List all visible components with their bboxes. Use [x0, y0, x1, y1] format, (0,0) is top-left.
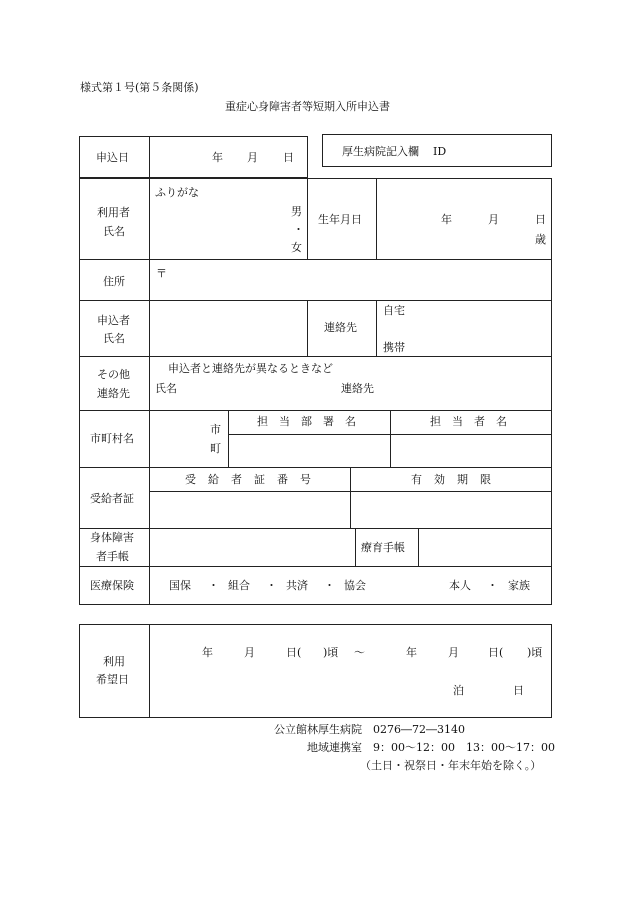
insurance-option-kyokai: 協会 — [344, 579, 366, 592]
divider — [228, 434, 552, 435]
application-day-unit: 日 — [283, 151, 294, 164]
office-hours: 9：00〜12：00 13：00〜17：00 — [373, 741, 555, 754]
start-month-unit: 月 — [244, 646, 255, 659]
rehabilitation-handbook-label: 療育手帳 — [361, 541, 405, 554]
desired-label-line2: 希望日 — [96, 673, 129, 686]
expiry-label: 有効期限 — [411, 473, 503, 486]
furigana-label: ふりがな — [155, 186, 199, 199]
insurance-holder-self: 本人 — [449, 579, 471, 592]
hospital-name: 公立館林厚生病院 — [274, 723, 362, 736]
insurance-option-kyosai: 共済 — [286, 579, 308, 592]
insurance-separator: ・ — [266, 579, 277, 592]
divider — [149, 136, 150, 178]
nights-unit: 泊 — [453, 684, 464, 697]
gender-female: 女 — [291, 241, 302, 254]
end-day-unit: 日( — [488, 646, 504, 659]
divider — [307, 178, 308, 259]
town-unit: 町 — [210, 442, 221, 455]
user-label-line1: 利用者 — [97, 206, 130, 219]
divider — [79, 566, 552, 567]
divider — [149, 491, 552, 492]
birth-year-unit: 年 — [441, 213, 452, 226]
other-contact-name-label: 氏名 — [155, 382, 177, 395]
city-unit: 市 — [210, 423, 221, 436]
insurance-holder-family: 家族 — [508, 579, 530, 592]
hours-note: （土日・祝祭日・年末年始を除く。） — [360, 759, 542, 772]
application-month-unit: 月 — [247, 151, 258, 164]
divider — [355, 528, 356, 566]
insurance-separator: ・ — [324, 579, 335, 592]
divider — [307, 300, 308, 356]
gender-separator: ・ — [293, 223, 304, 236]
divider — [376, 300, 377, 356]
page-title: 重症心身障害者等短期入所申込書 — [225, 100, 390, 113]
other-contact-note: 申込者と連絡先が異なるときなど — [168, 362, 333, 375]
insurance-option-kumiai: 組合 — [228, 579, 250, 592]
divider — [79, 410, 552, 411]
application-date-label: 申込日 — [96, 151, 129, 164]
applicant-contact-label: 連絡先 — [324, 321, 357, 334]
divider — [79, 300, 552, 301]
insurance-separator: ・ — [487, 579, 498, 592]
insurance-separator: ・ — [208, 579, 219, 592]
beneficiary-label: 受給者証 — [90, 492, 134, 505]
other-contact-label-line2: 連絡先 — [97, 387, 130, 400]
birth-date-label: 生年月日 — [318, 213, 362, 226]
home-phone-label: 自宅 — [383, 304, 405, 317]
user-label-line2: 氏名 — [103, 225, 125, 238]
divider — [79, 528, 552, 529]
insurance-label: 医療保険 — [90, 579, 134, 592]
divider — [350, 467, 351, 528]
start-approx: )頃 — [323, 646, 339, 659]
start-day-unit: 日( — [286, 646, 302, 659]
hospital-phone: 0276―72―3140 — [373, 723, 465, 736]
municipality-label: 市町村名 — [90, 432, 134, 445]
end-approx: )頃 — [527, 646, 543, 659]
divider — [79, 467, 552, 468]
department-label: 担当部署名 — [257, 415, 367, 428]
end-year-unit: 年 — [406, 646, 417, 659]
disability-handbook-label-line2: 者手帳 — [96, 550, 129, 563]
divider — [79, 356, 552, 357]
divider — [149, 624, 150, 718]
gender-male: 男 — [291, 205, 302, 218]
birth-month-unit: 月 — [488, 213, 499, 226]
desired-label-line1: 利用 — [103, 655, 125, 668]
range-wave: 〜 — [354, 646, 365, 659]
beneficiary-number-label: 受給者証番号 — [185, 473, 323, 486]
days-unit: 日 — [513, 684, 524, 697]
divider — [390, 410, 391, 467]
mobile-phone-label: 携帯 — [383, 341, 405, 354]
hospital-field-label: 厚生病院記入欄 — [342, 145, 419, 158]
id-label: ID — [433, 145, 447, 158]
start-year-unit: 年 — [202, 646, 213, 659]
birth-day-unit: 日 — [535, 213, 546, 226]
divider — [149, 178, 150, 605]
divider — [79, 259, 552, 260]
other-contact-phone-label: 連絡先 — [341, 382, 374, 395]
insurance-option-kokuho: 国保 — [169, 579, 191, 592]
age-unit: 歳 — [535, 233, 546, 246]
person-in-charge-label: 担当者名 — [430, 415, 518, 428]
divider — [418, 528, 419, 566]
applicant-label-line1: 申込者 — [97, 314, 130, 327]
end-month-unit: 月 — [448, 646, 459, 659]
applicant-label-line2: 氏名 — [103, 332, 125, 345]
department-name: 地域連携室 — [307, 741, 362, 754]
disability-handbook-label-line1: 身体障害 — [90, 531, 134, 544]
application-year-unit: 年 — [212, 151, 223, 164]
divider — [228, 410, 229, 467]
divider — [376, 178, 377, 259]
address-label: 住所 — [103, 275, 125, 288]
postal-mark: 〒 — [156, 267, 167, 280]
other-contact-label-line1: その他 — [97, 368, 130, 381]
form-number: 様式第１号(第５条関係) — [80, 81, 199, 94]
